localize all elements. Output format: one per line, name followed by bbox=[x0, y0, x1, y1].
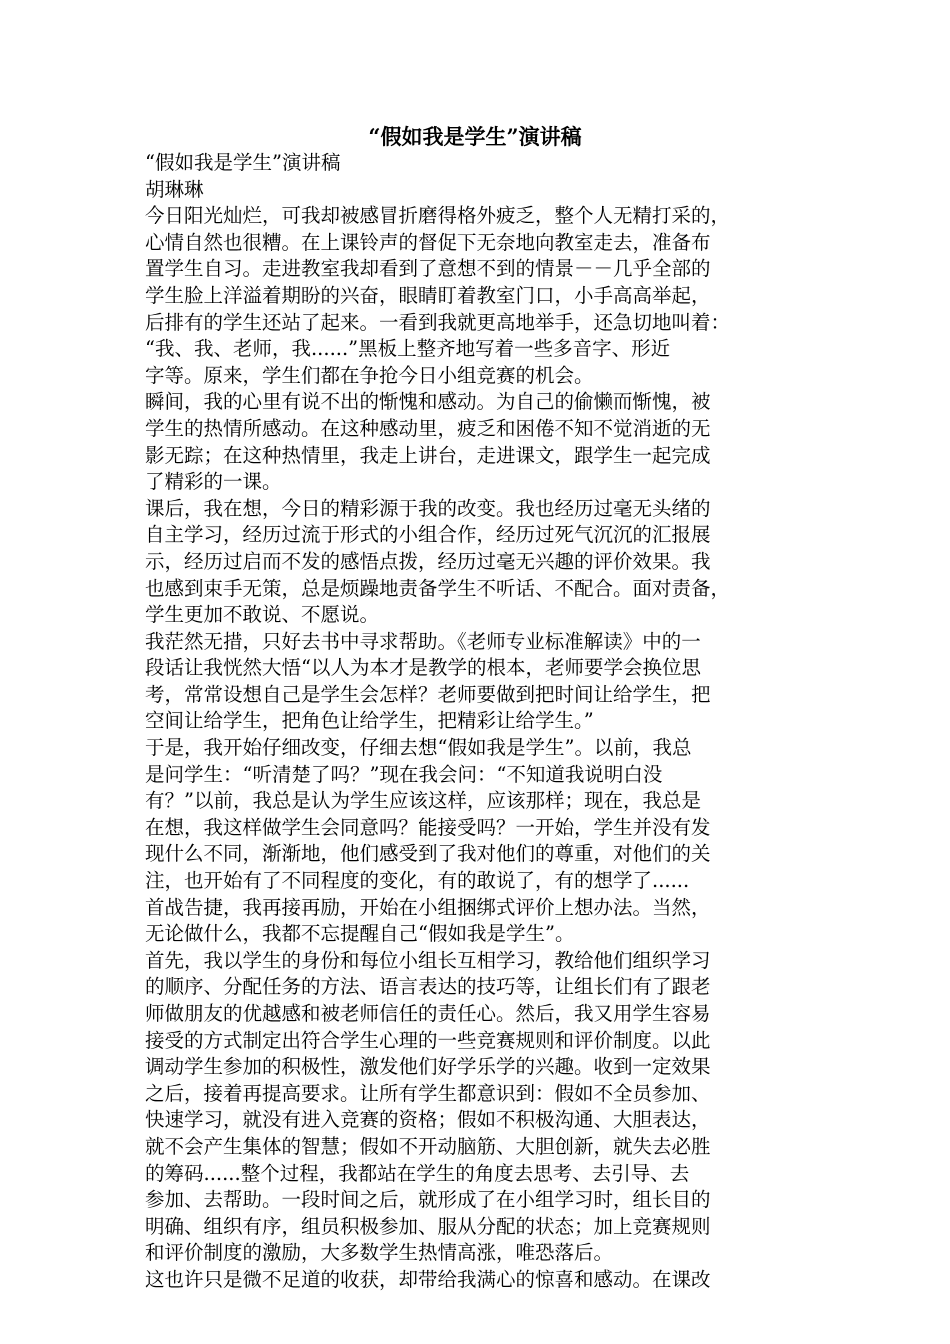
text-line: 注，也开始有了不同程度的变化，有的敢说了，有的想学了...... bbox=[145, 869, 690, 893]
text-line: 首战告捷，我再接再励，开始在小组捆绑式评价上想办法。当然， bbox=[145, 895, 711, 919]
text-line: 今日阳光灿烂，可我却被感冒折磨得格外疲乏，整个人无精打采的， bbox=[145, 204, 731, 228]
text-line: 快速学习，就没有进入竞赛的资格；假如不积极沟通、大胆表达， bbox=[145, 1108, 711, 1132]
text-line: 有？”以前，我总是认为学生应该这样，应该那样；现在，我总是 bbox=[145, 789, 701, 813]
text-line: “我、我、老师，我......”黑板上整齐地写着一些多音字、形近 bbox=[145, 337, 671, 361]
text-line: 明确、组织有序，组员积极参加、服从分配的状态；加上竞赛规则 bbox=[145, 1214, 711, 1238]
text-line: 空间让给学生，把角色让给学生，把精彩让给学生。” bbox=[145, 709, 594, 733]
text-line: 段话让我恍然大悟“以人为本才是教学的根本，老师要学会换位思 bbox=[145, 656, 701, 680]
text-line: 我茫然无措，只好去书中寻求帮助。《老师专业标准解读》中的一 bbox=[145, 629, 701, 653]
text-line: 学生更加不敢说、不愿说。 bbox=[145, 603, 380, 627]
text-line: 之后，接着再提高要求。让所有学生都意识到：假如不全员参加、 bbox=[145, 1081, 711, 1105]
text-line: 接受的方式制定出符合学生心理的一些竞赛规则和评价制度。以此 bbox=[145, 1028, 711, 1052]
text-line: 于是，我开始仔细改变，仔细去想“假如我是学生”。以前，我总 bbox=[145, 736, 692, 760]
text-line: 了精彩的一课。 bbox=[145, 470, 282, 494]
text-line: 后排有的学生还站了起来。一看到我就更高地举手，还急切地叫着： bbox=[145, 310, 731, 334]
text-line: 无论做什么，我都不忘提醒自己“假如我是学生”。 bbox=[145, 922, 575, 946]
text-line: 是问学生：“听清楚了吗？”现在我会问：“不知道我说明白没 bbox=[145, 762, 663, 786]
text-line: 自主学习，经历过流于形式的小组合作，经历过死气沉沉的汇报展 bbox=[145, 523, 711, 547]
text-line: 学生的热情所感动。在这种感动里，疲乏和困倦不知不觉消逝的无 bbox=[145, 416, 711, 440]
text-line: 置学生自习。走进教室我却看到了意想不到的情景－－几乎全部的 bbox=[145, 257, 711, 281]
text-line: 这也许只是微不足道的收获，却带给我满心的惊喜和感动。在课改 bbox=[145, 1267, 711, 1291]
text-line: 师做朋友的优越感和被老师信任的责任心。然后，我又用学生容易 bbox=[145, 1002, 711, 1025]
text-line: 的顺序、分配任务的方法、语言表达的技巧等，让组长们有了跟老 bbox=[145, 975, 711, 999]
text-line: 首先，我以学生的身份和每位小组长互相学习，教给他们组织学习 bbox=[145, 948, 711, 972]
subtitle-line: “假如我是学生”演讲稿 bbox=[145, 151, 341, 174]
text-line: 的筹码......整个过程，我都站在学生的角度去思考、去引导、去 bbox=[145, 1161, 690, 1185]
text-line: 课后，我在想，今日的精彩源于我的改变。我也经历过毫无头绪的 bbox=[145, 496, 711, 520]
text-line: 就不会产生集体的智慧；假如不开动脑筋、大胆创新，就失去必胜 bbox=[145, 1134, 711, 1158]
text-line: 心情自然也很糟。在上课铃声的督促下无奈地向教室走去，准备布 bbox=[145, 230, 711, 254]
document-title: “假如我是学生”演讲稿 bbox=[368, 124, 582, 149]
text-line: 考，常常设想自己是学生会怎样？老师要做到把时间让给学生，把 bbox=[145, 682, 711, 706]
text-line: 字等。原来，学生们都在争抢今日小组竞赛的机会。 bbox=[145, 363, 594, 387]
text-line: 示，经历过启而不发的感悟点拨，经历过毫无兴趣的评价效果。我 bbox=[145, 549, 711, 573]
text-line: 影无踪；在这种热情里，我走上讲台，走进课文，跟学生一起完成 bbox=[145, 443, 711, 467]
text-line: 调动学生参加的积极性，激发他们好学乐学的兴趣。收到一定效果 bbox=[145, 1055, 711, 1079]
text-line: 瞬间，我的心里有说不出的惭愧和感动。为自己的偷懒而惭愧，被 bbox=[145, 390, 711, 414]
text-line: 参加、去帮助。一段时间之后，就形成了在小组学习时，组长目的 bbox=[145, 1188, 711, 1212]
document-body bbox=[145, 150, 815, 1294]
text-line: 也感到束手无策，总是烦躁地责备学生不听话、不配合。面对责备， bbox=[145, 576, 731, 600]
text-line: 在想，我这样做学生会同意吗？能接受吗？一开始，学生并没有发 bbox=[145, 815, 711, 839]
author-line: 胡琳琳 bbox=[145, 177, 204, 201]
text-line: 和评价制度的激励，大多数学生热情高涨，唯恐落后。 bbox=[145, 1241, 614, 1265]
text-line: 现什么不同，渐渐地，他们感受到了我对他们的尊重，对他们的关 bbox=[145, 842, 711, 866]
text-line: 学生脸上洋溢着期盼的兴奋，眼睛盯着教室门口，小手高高举起， bbox=[145, 283, 711, 307]
